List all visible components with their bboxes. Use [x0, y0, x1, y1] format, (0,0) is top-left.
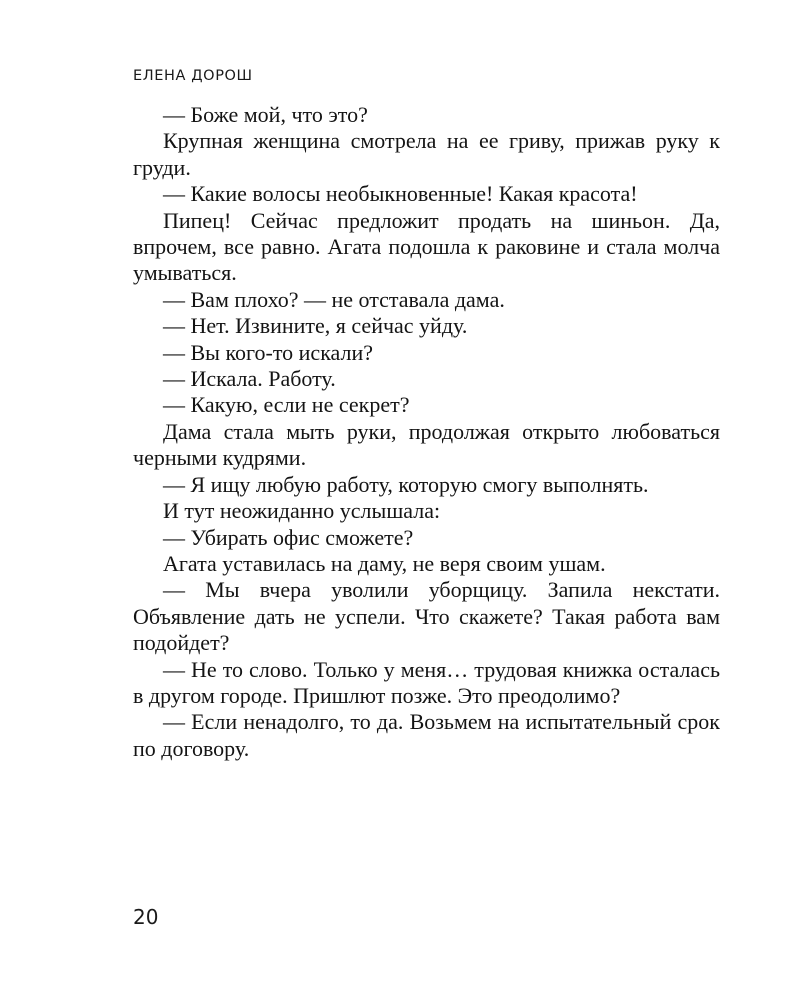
paragraph: Агата уставилась на даму, не веря своим ушам. — [163, 550, 606, 576]
paragraph: — Вы кого-то искали? — [163, 339, 374, 365]
paragraph: — Не то слово. Только у меня… трудовая книжка осталась в другом городе. Пришлют позже. Это преодолимо? — [133, 656, 720, 708]
paragraph: — Мы вчера уволили уборщицу. Запила некстати. Объявление дать не успели. Что скажете? Такая работа вам подойдет? — [133, 577, 720, 656]
paragraph: И тут неожиданно услышала: — [163, 498, 441, 524]
book-text — [133, 102, 720, 762]
running-head-author: ЕЛЕНА ДОРОШ — [133, 68, 253, 84]
paragraph: — Убирать офис сможете? — [163, 524, 414, 550]
paragraph: — Какие волосы необыкновенные! Какая красота! — [163, 181, 638, 207]
paragraph: — Какую, если не секрет? — [163, 392, 410, 418]
paragraph: Крупная женщина смотрела на ее гриву, прижав руку к груди. — [133, 128, 720, 180]
paragraph: — Боже мой, что это? — [163, 102, 368, 127]
paragraph: — Искала. Работу. — [163, 366, 336, 392]
paragraph: — Вам плохо? — не отставала дама. — [163, 286, 505, 312]
page-number: 20 — [133, 905, 159, 929]
paragraph: Дама стала мыть руки, продолжая открыто любоваться черными кудрями. — [133, 418, 720, 471]
paragraph: Пипец! Сейчас предложит продать на шиньон. Да, впрочем, все равно. Агата подошла к раковине и стала молча умываться. — [133, 207, 720, 286]
paragraph: — Я ищу любую работу, которую смогу выполнять. — [163, 471, 649, 497]
paragraph: — Если ненадолго, то да. Возьмем на испытательный срок по договору. — [133, 709, 720, 761]
paragraph: — Нет. Извините, я сейчас уйду. — [163, 313, 468, 339]
